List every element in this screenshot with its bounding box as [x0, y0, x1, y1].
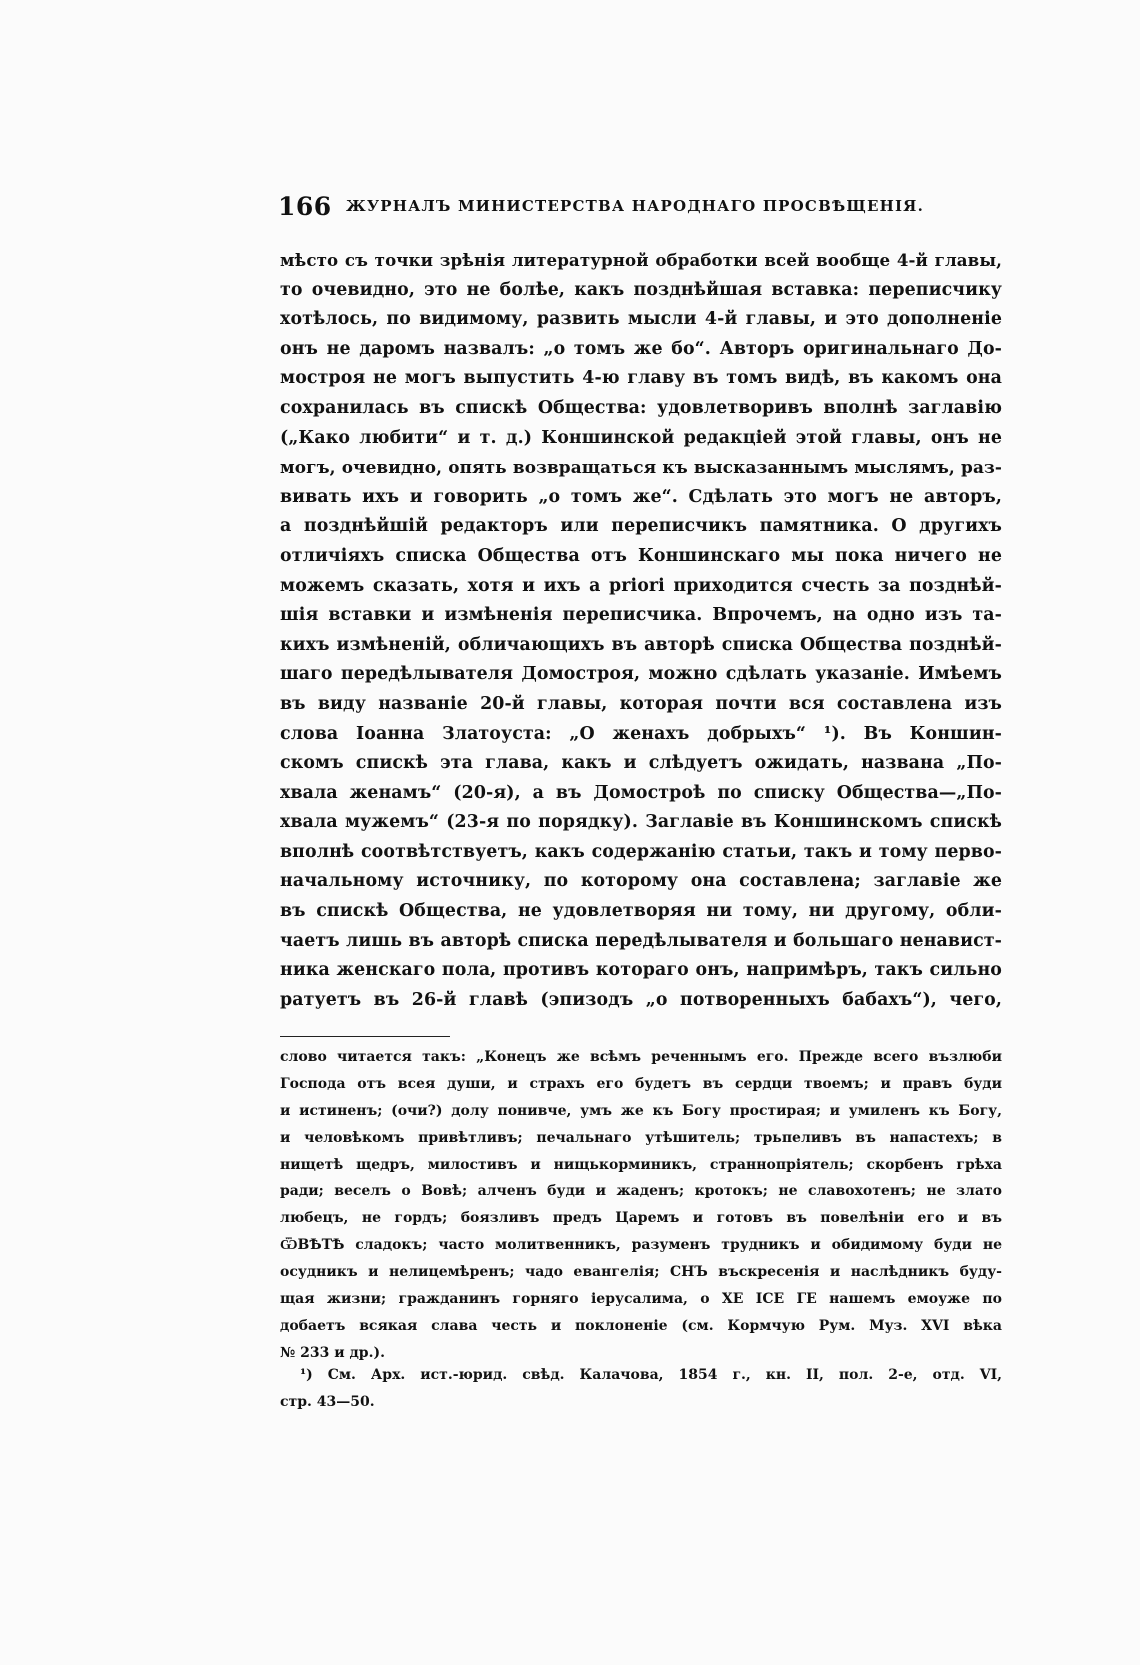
body-line: („Како любити“ и т. д.) Коншинской редакціей этой главы, онъ не: [280, 427, 1002, 448]
footnote-line: стр. 43—50.: [280, 1393, 375, 1410]
footnote-line: ѾВѢТѢ сладокъ; часто молитвенникъ, разуменъ трудникъ и обидимому буди не: [280, 1237, 1002, 1254]
footnote-1: [280, 1362, 1002, 1416]
body-line: то очевидно, это не болѣе, какъ позднѣйшая вставка: переписчику: [280, 279, 1002, 300]
body-line: отличіяхъ списка Общества отъ Коншинскаго мы пока ничего не: [280, 545, 1002, 566]
body-line: мостроя не могъ выпустить 4-ю главу въ томъ видѣ, въ какомъ она: [280, 368, 1002, 389]
footnote-line: щая жизни; гражданинъ горняго іерусалима, о ХЕ ІСЕ ГЕ нашемъ емоуже по: [280, 1291, 1002, 1308]
footnote-line: слово читается такъ: „Конецъ же всѣмъ реченнымъ его. Прежде всего възлюби: [280, 1049, 1002, 1065]
footnote-continued: [280, 1044, 1002, 1367]
body-line: хотѣлось, по видимому, развить мысли 4-й главы, и это дополненіе: [280, 309, 1002, 330]
body-line: мѣсто съ точки зрѣнія литературной обработки всей вообще 4-й главы,: [280, 250, 1002, 270]
body-text: [280, 246, 1002, 1015]
footnote-line: № 233 и др.).: [280, 1344, 385, 1361]
page-header: [278, 192, 1002, 222]
body-line: ника женскаго пола, противъ котораго онъ, напримѣръ, такъ сильно: [280, 960, 1002, 981]
body-line: могъ, очевидно, опять возвращаться къ высказаннымъ мыслямъ, раз-: [280, 457, 1002, 478]
body-line: шія вставки и измѣненія переписчика. Впрочемъ, на одно изъ та-: [280, 605, 1002, 626]
body-line: въ спискѣ Общества, не удовлетворяя ни тому, ни другому, обли-: [280, 901, 1002, 922]
body-line: хвала женамъ“ (20-я), а въ Домостроѣ по списку Общества—„По-: [280, 782, 1002, 803]
body-line: сохранилась въ спискѣ Общества: удовлетворивъ вполнѣ заглавію: [280, 397, 1002, 418]
body-line: а позднѣйшій редакторъ или переписчикъ памятника. О другихъ: [280, 516, 1002, 537]
body-line: онъ не даромъ назвалъ: „о томъ же бо“. Авторъ оригинальнаго До-: [280, 338, 1002, 359]
body-line: ратуетъ въ 26-й главѣ (эпизодъ „о потворенныхъ бабахъ“), чего,: [280, 989, 1002, 1010]
body-line: кихъ измѣненій, обличающихъ въ авторѣ списка Общества позднѣй-: [280, 634, 1002, 655]
body-line: въ виду названіе 20-й главы, которая почти вся составлена изъ: [280, 693, 1002, 714]
page-number: 166: [278, 192, 332, 221]
body-line: вполнѣ соотвѣтствуетъ, какъ содержанію статьи, такъ и тому перво-: [280, 841, 1002, 862]
footnote-line: добаетъ всякая слава честь и поклоненіе (см. Кормчую Рум. Муз. XVI вѣка: [280, 1317, 1002, 1334]
body-line: вивать ихъ и говорить „о томъ же“. Сдѣлать это могъ не авторъ,: [280, 486, 1002, 507]
body-line: шаго передѣлывателя Домостроя, можно сдѣлать указаніе. Имѣемъ: [280, 664, 1002, 685]
footnote-line: и человѣкомъ привѣтливъ; печальнаго утѣшитель; трьпеливъ въ напастехъ; в: [280, 1129, 1002, 1146]
body-line: можемъ сказать, хотя и ихъ а priori приходится счесть за позднѣй-: [280, 575, 1002, 596]
body-line: чаетъ лишь въ авторѣ списка передѣлывателя и большаго ненавист-: [280, 930, 1002, 951]
footnote-divider: [280, 1036, 450, 1037]
footnote-line: нищетѣ щедръ, милостивъ и нищькорминикъ, страннопріятель; скорбенъ грѣха: [280, 1156, 1002, 1173]
running-title: ЖУРНАЛЪ МИНИСТЕРСТВА НАРОДНАГО ПРОСВѢЩЕНІЯ.: [346, 197, 925, 215]
footnote-line: и истиненъ; (очи?) долу понивче, умъ же къ Богу простирая; и умиленъ къ Богу,: [280, 1102, 1002, 1119]
body-line: слова Іоанна Златоуста: „О женахъ добрыхъ“ ¹). Въ Коншин-: [280, 723, 1002, 744]
body-line: скомъ спискѣ эта глава, какъ и слѣдуетъ ожидать, названа „По-: [280, 753, 1002, 774]
footnote-line: осудникъ и нелицемѣренъ; чадо евангелія; СНЪ въскресенія и наслѣдникъ буду-: [280, 1264, 1002, 1281]
footnote-line: ради; веселъ о Вовѣ; алченъ буди и жаденъ; кротокъ; не славохотенъ; не злато: [280, 1183, 1002, 1200]
body-line: хвала мужемъ“ (23-я по порядку). Заглавіе въ Коншинскомъ спискѣ: [280, 812, 1002, 833]
footnote-line: любецъ, не гордъ; боязливъ предъ Царемъ и готовъ въ повелѣніи его и въ: [280, 1210, 1002, 1227]
footnote-line: Господа отъ всея души, и страхъ его будетъ въ сердци твоемъ; и правъ буди: [280, 1075, 1002, 1092]
footnote-line: ¹) См. Арх. ист.-юрид. свѣд. Калачова, 1854 г., кн. II, пол. 2-е, отд. VI,: [300, 1367, 1002, 1383]
body-line: начальному источнику, по которому она составлена; заглавіе же: [280, 871, 1002, 892]
